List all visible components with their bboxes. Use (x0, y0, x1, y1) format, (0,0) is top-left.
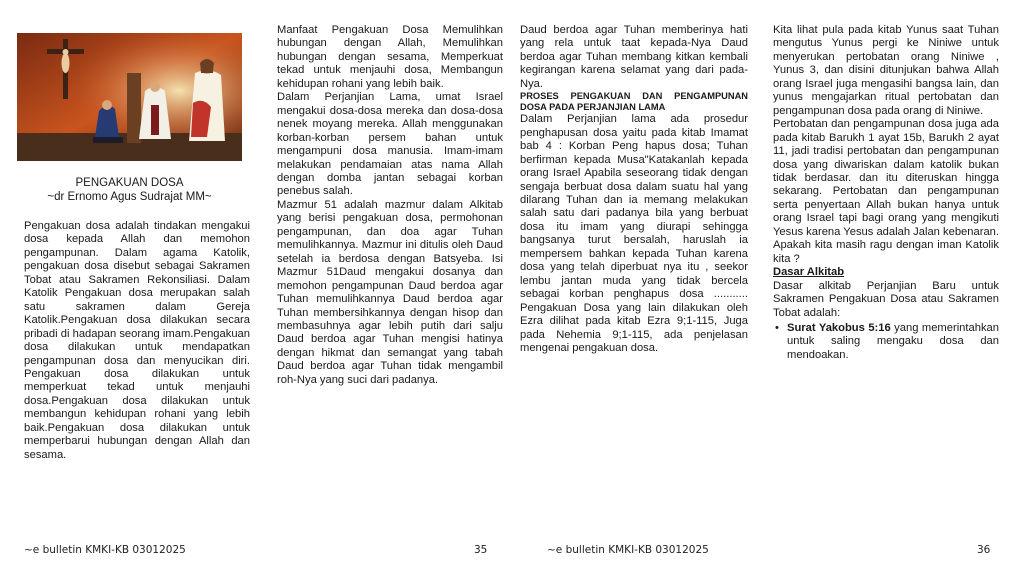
article-author: ~dr Ernomo Agus Sudrajat MM~ (47, 191, 212, 203)
footer-bulletin-left: ~e bulletin KMKI-KB 03012025 (24, 544, 186, 556)
list-item (787, 322, 999, 362)
section-heading: PROSES PENGAKUAN DAN PENGAMPUNAN DOSA PADA PERJANJIAN LAMA (520, 91, 748, 113)
section-heading: Dasar Alkitab (773, 266, 845, 279)
list-item-text: yang memerintahkan untuk saling mengaku dosa dan mendoakan. (787, 321, 999, 361)
confession-illustration (17, 33, 242, 161)
page-number-right: 36 (977, 544, 991, 556)
page-number-left: 35 (474, 544, 488, 556)
paragraph: Daud berdoa agar Tuhan memberinya hati yang rela untuk taat kepada-Nya Daud berdoa agar Tuhan membang kitkan kembali kegirangan karena selamat yang dari pada-Nya. (520, 24, 748, 90)
bible-reference: Surat Yakobus 5:16 (787, 321, 891, 334)
confession-illustration-icon (17, 33, 242, 161)
article-title: PENGAKUAN DOSA (75, 177, 184, 189)
paragraph: Dalam Perjanjian lama ada prosedur penghapusan dosa yaitu pada kitab Imamat bab 4 : Korban Peng hapus dosa; Tuhan berfirman kepada Musa"Katakanlah kepada orang Israel Apabila seseorang tidak dengan sengaja berbuat dosa dalam suatu hal yang dilarang Tuhan dan ia memang melakukan salah satu dari padanya bila yang berbuat dosa itu imam yang diurapi sehingga bangsanya turut bersalah, haruslah ia mempersem bahkan kepada Tuhan karena dosa yang telah diperbuat nya itu , seekor lembu jantan muda yang tidak bercela sebagai korban penghapus dosa ........... Pengakuan Dosa yang lain dilakukan oleh Ezra dilihat pada kitab Ezra 9;1-115, Juga pada Nehemia 9;1-115, ada penjelasan mengenai pengakuan dosa. (520, 113, 748, 354)
column-4 (773, 24, 999, 362)
paragraph: Dasar alkitab Perjanjian Baru untuk Sakramen Pengakuan Dosa atau Sakramen Tobat adalah: (773, 279, 999, 319)
article-title-block (17, 176, 242, 204)
paragraph: Dalam Perjanjian Lama, umat Israel mengakui dosa-dosa mereka dan dosa-dosa nenek moyang mereka. Allah menggunakan korban-korban persem bahan untuk mengampuni dosa manusia. Imam-imam melakukan pendamaian atas nama Allah dengan domba jantan sebagai korban penebus salah. (277, 91, 503, 198)
paragraph: Mazmur 51 adalah mazmur dalam Alkitab yang berisi pengakuan dosa, permohonan pengampunan, dan doa agar Tuhan memulihkannya. Mazmur ini ditulis oleh Daud setelah ia berdosa dengan Batsyeba. Isi Mazmur 51Daud mengakui dosanya dan memohon pengampunan Daud berdoa agar Tuhan memulihkannya Daud berdoa agar Tuhan membersihkannya dengan hisop dan membasuhnya agar lebih putih dari salju Daud berdoa agar Tuhan mengisi hatinya dengan hikmat dan semangat yang tabah Daud berdoa agar Tuhan tidak mengambil roh-Nya yang suci dari padanya. (277, 198, 503, 386)
paragraph: Pertobatan dan pengampunan dosa juga ada pada kitab Barukh 1 ayat 15b, Barukh 2 ayat 11, jadi tradisi pertobatan dan pengampunan dosa yang diwariskan dalam katolik bukan tidak berdasar. dan itu diteruskan hingga sekarang. Pertobatan dan pengampunan serta penyertaan Allah bukan hanya untuk orang Israel tapi bagi orang yang mengikuti Yesus karena Yesus adalah Jalan kebenaran. Apakah kita masih ragu dengan iman Katolik kita ? (773, 118, 999, 265)
column-2 (277, 24, 503, 387)
footer-bulletin-right: ~e bulletin KMKI-KB 03012025 (547, 544, 709, 556)
bullet-list (773, 322, 999, 362)
column-3 (520, 24, 748, 355)
paragraph: Kita lihat pula pada kitab Yunus saat Tuhan mengutus Yunus pergi ke Niniwe untuk menyerukan pertobatan orang Niniwe , Yunus 3, dan disini ditunjukan bahwa Allah orang Israel juga mengasihi bangsa lain, dan yunus mengajarkan ritual pertobatan dan pengampunan dosa pada orang di Niniwe. (773, 24, 999, 117)
column-1 (24, 220, 250, 462)
paragraph: Manfaat Pengakuan Dosa Memulihkan hubungan dengan Allah, Memulihkan hubungan dengan sesama, Memperkuat tekad untuk menjauhi dosa, Membangun kehidupan rohani yang lebih baik. (277, 24, 503, 90)
paragraph: Pengakuan dosa adalah tindakan mengakui dosa kepada Allah dan memohon pengampunan. Dalam agama Katolik, pengakuan dosa disebut sebagai Sakramen Tobat atau Sakramen Rekonsiliasi. Dalam Katolik Pengakuan dosa merupakan salah satu sakramen dalam Gereja Katolik.Pengakuan dosa dilakukan secara pribadi di hadapan seorang imam.Pengakuan dosa dilakukan untuk mendapatkan pengampunan dosa dan menyucikan diri. Pengakuan dosa dilakukan untuk memperkuat tekad untuk menjauhi dosa.Pengakuan dosa dilakukan untuk membangun kehidupan rohani yang lebih baik.Pengakuan dosa dilakukan untuk memperbarui hubungan dengan Allah dan sesama. (24, 220, 250, 461)
